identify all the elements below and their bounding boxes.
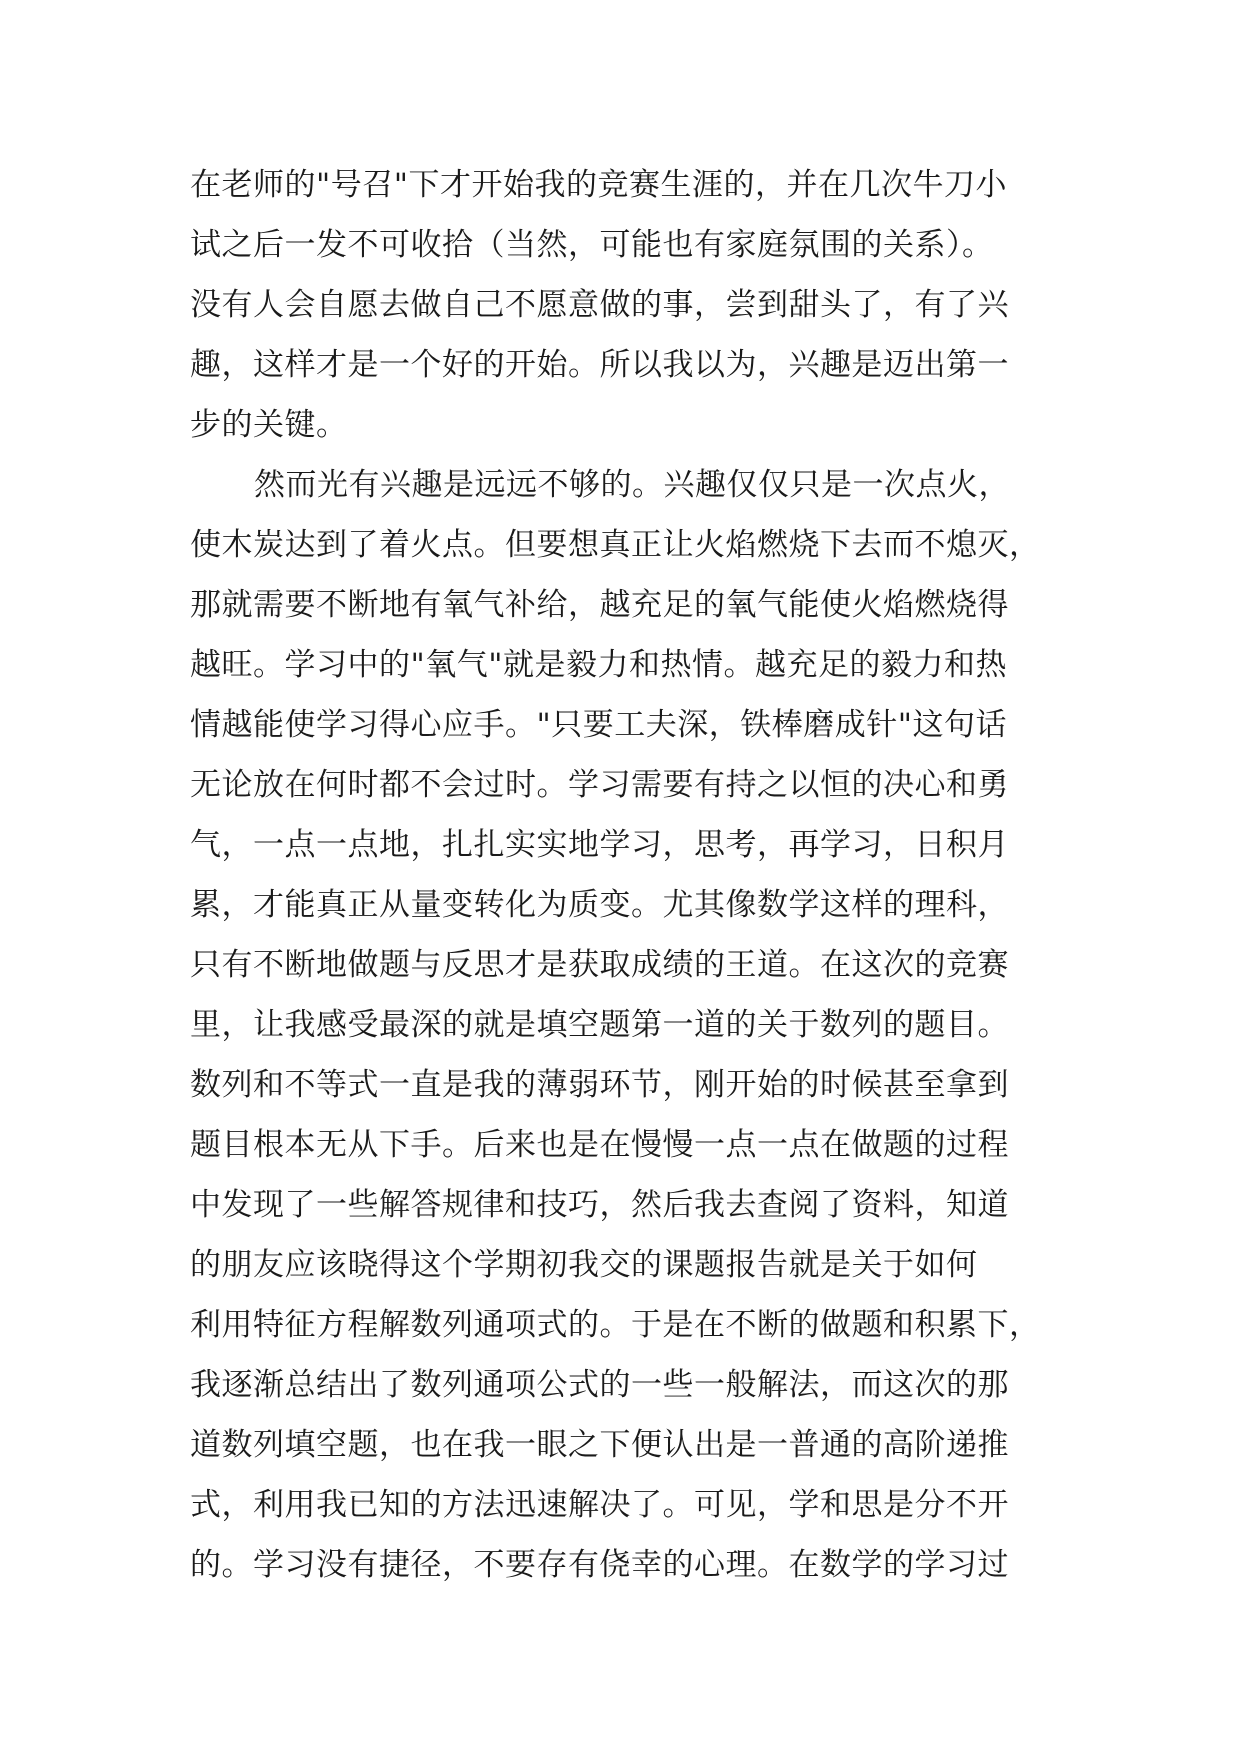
text-line: 中发现了一些解答规律和技巧，然后我去查阅了资料，知道 — [190, 1187, 1009, 1223]
paragraph-start-line: 然而光有兴趣是远远不够的。兴趣仅仅只是一次点火， — [254, 467, 1010, 503]
text-line: 无论放在何时都不会过时。学习需要有持之以恒的决心和勇 — [190, 767, 1009, 803]
text-line: 气，一点一点地，扎扎实实地学习，思考，再学习，日积月 — [190, 827, 1009, 863]
text-line: 题目根本无从下手。后来也是在慢慢一点一点在做题的过程 — [190, 1127, 1009, 1163]
text-line: 式，利用我已知的方法迅速解决了。可见，学和思是分不开 — [190, 1487, 1009, 1523]
text-line: 试之后一发不可收拾（当然，可能也有家庭氛围的关系）。 — [190, 227, 994, 263]
text-line: 道数列填空题，也在我一眼之下便认出是一普通的高阶递推 — [190, 1427, 1009, 1463]
text-line: 数列和不等式一直是我的薄弱环节，刚开始的时候甚至拿到 — [190, 1067, 1009, 1103]
text-line: 累，才能真正从量变转化为质变。尤其像数学这样的理科， — [190, 887, 1009, 923]
text-line: 只有不断地做题与反思才是获取成绩的王道。在这次的竞赛 — [190, 947, 1009, 983]
text-line: 我逐渐总结出了数列通项公式的一些一般解法，而这次的那 — [190, 1367, 1009, 1403]
text-line: 情越能使学习得心应手。"只要工夫深，铁棒磨成针"这句话 — [190, 707, 1008, 743]
text-line: 那就需要不断地有氧气补给，越充足的氧气能使火焰燃烧得 — [190, 587, 1009, 623]
text-line: 在老师的"号召"下才开始我的竞赛生涯的，并在几次牛刀小 — [190, 167, 1008, 203]
text-line: 的。学习没有捷径，不要存有侥幸的心理。在数学的学习过 — [190, 1547, 1009, 1583]
text-line: 没有人会自愿去做自己不愿意做的事，尝到甜头了，有了兴 — [190, 287, 1009, 323]
text-line: 越旺。学习中的"氧气"就是毅力和热情。越充足的毅力和热 — [190, 647, 1008, 683]
text-line: 里，让我感受最深的就是填空题第一道的关于数列的题目。 — [190, 1007, 1009, 1043]
text-line: 趣，这样才是一个好的开始。所以我以为，兴趣是迈出第一 — [190, 347, 1009, 383]
text-line: 使木炭达到了着火点。但要想真正让火焰燃烧下去而不熄灭， — [190, 527, 1041, 563]
text-line: 步的关键。 — [190, 407, 348, 443]
body-text — [190, 155, 1060, 1595]
text-line: 的朋友应该晓得这个学期初我交的课题报告就是关于如何 — [190, 1247, 978, 1283]
text-line: 利用特征方程解数列通项式的。于是在不断的做题和积累下， — [190, 1307, 1041, 1343]
